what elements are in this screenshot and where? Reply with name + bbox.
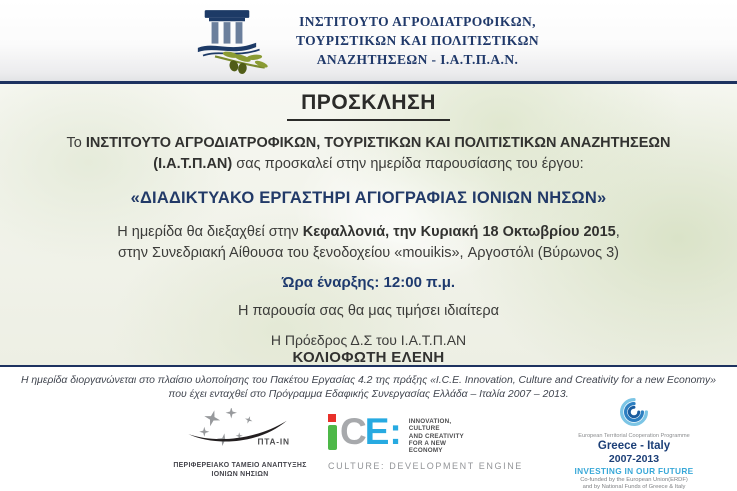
programme-title: European Territorial Cooperation Programme [578, 433, 690, 439]
ice-logo-letters [328, 411, 498, 455]
institute-logo-icon [184, 5, 270, 77]
project-title: «ΔΙΑΔΙΚΤΥΑΚΟ ΕΡΓΑΣΤΗΡΙ ΑΓΙΟΓΡΑΦΙΑΣ ΙΟΝΙΩΝ ΝΗΣΩΝ» [130, 189, 607, 207]
footer [0, 374, 737, 491]
start-time: Ώρα έναρξης: 12:00 π.μ. [281, 274, 456, 291]
pta-logo [136, 408, 344, 479]
pta-stars-swoosh-icon [165, 408, 315, 454]
ice-logo [328, 411, 523, 472]
disclaimer-line1: Η ημερίδα διοργανώνεται στο πλαίσιο υλοποίησης του Πακέτου Εργασίας 4.2 της πράξης «I.C.E. Innovation, Culture and Creativity for a new Economy» [20, 375, 717, 386]
programme-name: Greece - Italy [597, 440, 671, 452]
header [0, 0, 737, 84]
event-line2: στην Συνεδριακή Αίθουσα του ξενοδοχείου «mouikis», Αργοστόλι (Βύρωνος 3) [117, 245, 620, 261]
pta-caption: ΠΕΡΙΦΕΡΕΙΑΚΟ ΤΑΜΕΙΟ ΑΝΑΠΤΥΞΗΣ ΙΟΝΙΩΝ ΝΗΣΙΩΝ [173, 462, 307, 478]
programme-logo [545, 396, 723, 491]
ice-i-dot [328, 414, 336, 422]
intro-text [19, 133, 719, 174]
institute-name-line: ΤΟΥΡΙΣΤΙΚΩΝ ΚΑΙ ΠΟΛΙΤΙΣΤΙΚΩΝ [295, 33, 540, 48]
institute-name-line: ΙΝΣΤΙΤΟΥΤΟ ΑΓΡΟΔΙΑΤΡΟΦΙΚΩΝ, [299, 14, 536, 29]
ice-colon: : [389, 411, 402, 452]
signature-role: Η Πρόεδρος Δ.Σ του Ι.Α.Τ.Π.ΑΝ [270, 332, 467, 348]
institute-name [296, 12, 539, 69]
ice-subtitle: CULTURE: DEVELOPMENT ENGINE [328, 461, 523, 472]
event-details [19, 222, 719, 264]
event-line1: Η ημερίδα θα διεξαχθεί στην Κεφαλλονιά, την Κυριακή 18 Οκτωβρίου 2015, [117, 224, 620, 240]
spiral-icon [618, 396, 650, 428]
header-brand [184, 5, 539, 77]
programme-funding-line2: and by National Funds of Greece & Italy [582, 484, 686, 491]
invitation-body [0, 84, 737, 367]
ice-i-letter-icon [328, 414, 338, 450]
programme-funding-line1: Co-funded by the European Union(ERDF) [580, 477, 688, 483]
attendance-note: Η παρουσία σας θα μας τιμήσει ιδιαίτερα [237, 303, 500, 319]
disclaimer-line2: που έχει ενταχθεί στο Πρόγραμμα Εδαφικής Συνεργασίας Ελλάδα – Ιταλία 2007 – 2013. [168, 388, 569, 400]
intro-line1: Το ΙΝΣΤΙΤΟΥΤΟ ΑΓΡΟΔΙΑΤΡΟΦΙΚΩΝ, ΤΟΥΡΙΣΤΙΚΩΝ ΚΑΙ ΠΟΛΙΤΙΣΤΙΚΩΝ ΑΝΑΖΗΤΗΣΕΩΝ [66, 135, 671, 151]
intro-line2: (Ι.Α.Τ.Π.ΑΝ) σας προσκαλεί στην ημερίδα παρουσίασης του έργου: [153, 155, 584, 172]
signature-name: ΚΟΛΙΟΦΩΤΗ ΕΛΕΝΗ [292, 349, 445, 366]
ice-e-letter: E [364, 411, 388, 452]
pta-acronym: ΠΤΑ-ΙΝ [257, 436, 290, 447]
institute-name-line: ΑΝΑΖΗΤΗΣΕΩΝ - Ι.Α.Τ.Π.Α.Ν. [316, 52, 519, 67]
programme-slogan: INVESTING IN OUR FUTURE [574, 466, 694, 476]
ice-tagline: INNOVATION, CULTURE AND CREATIVITY FOR A NEW ECONOMY [408, 418, 464, 455]
ice-i-stem [328, 425, 337, 450]
ice-c-letter: C [340, 411, 365, 452]
programme-period: 2007-2013 [608, 453, 660, 465]
invitation-title: ΠΡΟΣΚΛΗΣΗ [287, 90, 450, 121]
